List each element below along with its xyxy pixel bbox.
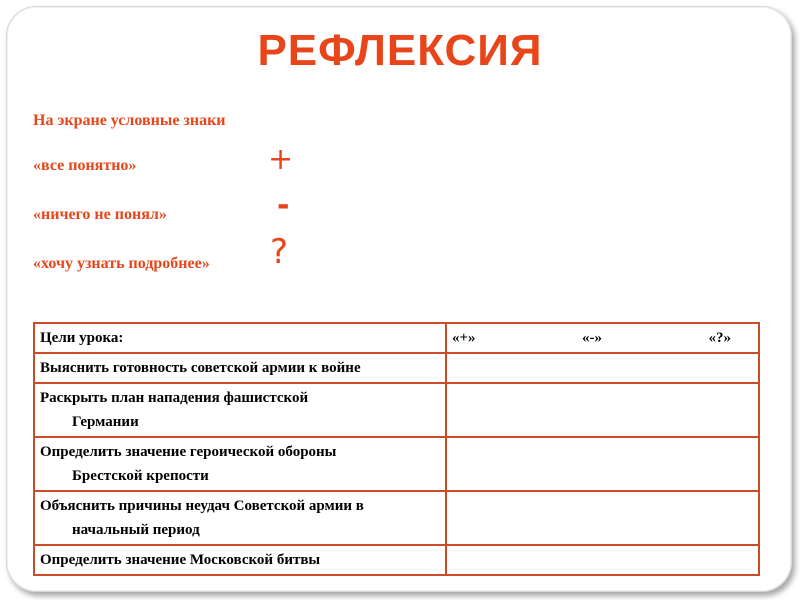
slide-title: РЕФЛЕКСИЯ: [257, 26, 543, 75]
reflection-table: [33, 322, 760, 576]
table-row: [34, 491, 759, 545]
goal-text: Определить значение героической обороны: [40, 444, 337, 460]
goal-text: Выяснить готовность советской армии к войне: [40, 360, 361, 376]
goal-text: Раскрыть план нападения фашистской: [40, 390, 309, 406]
mark-cell: [446, 491, 759, 545]
header-mark-plus: «+»: [452, 330, 476, 346]
goal-cell: [34, 545, 446, 575]
header-marks: [446, 323, 759, 353]
plus-sign: +: [268, 142, 294, 177]
table-row: [34, 353, 759, 383]
legend-intro: На экране условные знаки: [33, 112, 226, 129]
goal-text-continued: Германии: [72, 414, 139, 430]
table-row: [34, 545, 759, 575]
legend-item-want-more: «хочу узнать подробнее»: [33, 255, 210, 272]
goal-cell: [34, 437, 446, 491]
legend-item-understood: «все понятно»: [33, 157, 137, 174]
legend-item-not-understood: «ничего не понял»: [33, 206, 167, 223]
mark-cell: [446, 437, 759, 491]
question-sign: ?: [270, 232, 289, 272]
goal-text: Определить значение Московской битвы: [40, 552, 321, 568]
table-row: [34, 437, 759, 491]
mark-cell: [446, 353, 759, 383]
goal-text-continued: начальный период: [72, 522, 200, 538]
header-mark-question: «?»: [708, 330, 731, 346]
goal-cell: [34, 491, 446, 545]
table-row: [34, 383, 759, 437]
goal-text-continued: Брестской крепости: [72, 468, 209, 484]
table-header-row: [34, 323, 759, 353]
minus-sign: -: [277, 188, 290, 223]
goal-text: Объяснить причины неудач Советской армии в: [40, 498, 364, 514]
header-goals: Цели урока:: [34, 323, 446, 353]
mark-cell: [446, 383, 759, 437]
header-mark-minus: «-»: [582, 330, 603, 346]
goal-cell: [34, 383, 446, 437]
goal-cell: [34, 353, 446, 383]
mark-cell: [446, 545, 759, 575]
